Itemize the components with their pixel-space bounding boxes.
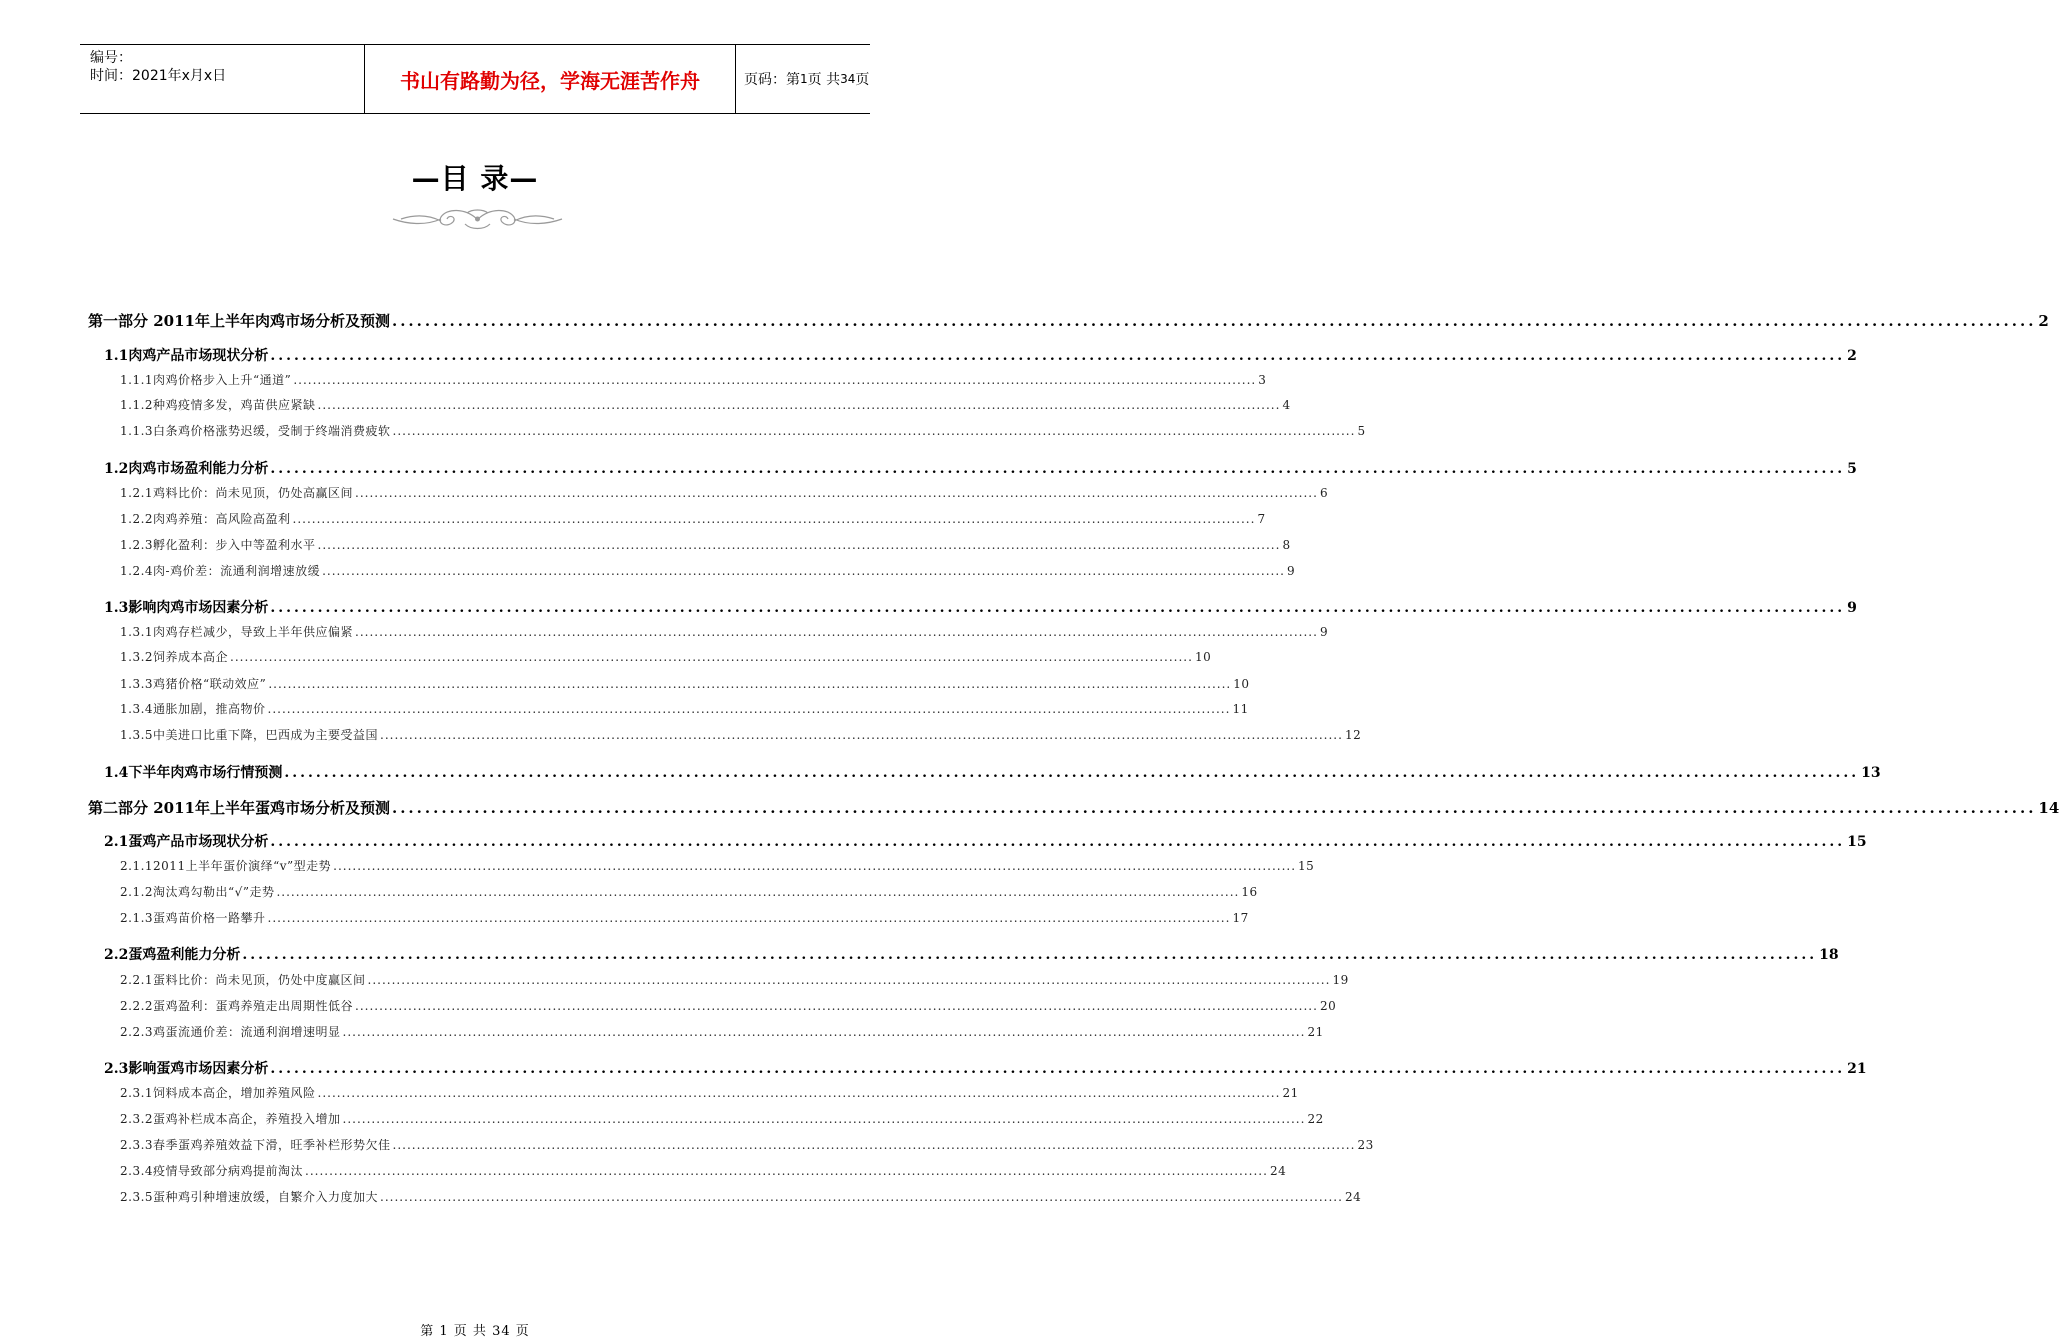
- toc-entry[interactable]: [104, 944, 1839, 964]
- toc-entry-page: 16: [1241, 885, 1258, 899]
- toc-leader-dots: ........................................................................................................................................................................................................: [270, 461, 1846, 477]
- toc-leader-dots: ........................................................................................................................................................................................................: [270, 600, 1846, 616]
- toc-entry-title: 第二部分 2011年上半年蛋鸡市场分析及预测: [88, 799, 390, 817]
- toc-leader-dots: ........................................................................................................................................................................................................: [292, 512, 1256, 526]
- toc-leader-dots: ........................................................................................................................................................................................................: [267, 911, 1231, 925]
- toc-entry-title: 2.1蛋鸡产品市场现状分析: [104, 834, 269, 850]
- toc-entry-title: 1.1.2种鸡疫情多发，鸡苗供应紧缺: [120, 398, 316, 412]
- toc-entry[interactable]: [88, 310, 2049, 332]
- toc-leader-dots: ........................................................................................................................................................................................................: [270, 348, 1846, 364]
- toc-entry-page: 15: [1298, 859, 1315, 873]
- toc-entry-title: 2.3.3春季蛋鸡养殖效益下滑，旺季补栏形势欠佳: [120, 1138, 391, 1152]
- toc-entry-page: 3: [1258, 373, 1267, 387]
- toc-leader-dots: ........................................................................................................................................................................................................: [305, 1164, 1268, 1178]
- toc-entry-title: 1.1.3白条鸡价格涨势迟缓，受制于终端消费疲软: [120, 424, 391, 438]
- toc-entry[interactable]: [120, 536, 1291, 554]
- toc-entry-title: 1.3.5中美进口比重下降，巴西成为主要受益国: [120, 728, 379, 742]
- toc-entry-title: 1.3影响肉鸡市场因素分析: [104, 600, 269, 616]
- toc-entry-title: 1.2.3孵化盈利：步入中等盈利水平: [120, 538, 316, 552]
- toc-entry-page: 19: [1332, 973, 1349, 987]
- motto: 书山有路勤为径，学海无涯苦作舟: [364, 45, 736, 113]
- toc-entry-title: 1.2.1鸡料比价：尚未见顶，仍处高赢区间: [120, 486, 354, 500]
- toc-entry-page: 4: [1282, 398, 1291, 412]
- toc-entry[interactable]: [104, 458, 1857, 478]
- page-suffix: 页: [855, 72, 870, 88]
- toc-leader-dots: ........................................................................................................................................................................................................: [333, 859, 1297, 873]
- toc-entry-page: 6: [1319, 486, 1329, 500]
- toc-entry[interactable]: [120, 1023, 1324, 1041]
- toc-leader-dots: ........................................................................................................................................................................................................: [317, 538, 1281, 552]
- toc-entry-title: 2.3.4疫情导致部分病鸡提前淘汰: [120, 1164, 304, 1178]
- time-label: 时间：2021年x月x日: [90, 68, 227, 84]
- toc-entry[interactable]: [120, 371, 1267, 389]
- toc-leader-dots: ........................................................................................................................................................................................................: [322, 564, 1285, 578]
- toc-entry-title: 1.3.1肉鸡存栏减少，导致上半年供应偏紧: [120, 625, 354, 639]
- page-total: 34: [840, 72, 856, 86]
- toc-entry-page: 17: [1232, 911, 1249, 925]
- toc-entry-title: 2.1.12011上半年蛋价演绎“v”型走势: [120, 859, 332, 873]
- footer-suffix: 页: [515, 1324, 530, 1339]
- toc-entry[interactable]: [120, 883, 1258, 901]
- toc-entry-title: 1.1肉鸡产品市场现状分析: [104, 348, 269, 364]
- toc-leader-dots: ........................................................................................................................................................................................................: [270, 834, 1846, 850]
- toc-entry-title: 2.2.2蛋鸡盈利：蛋鸡养殖走出周期性低谷: [120, 999, 354, 1013]
- toc-entry-page: 9: [1319, 625, 1329, 639]
- toc-leader-dots: ........................................................................................................................................................................................................: [284, 765, 1860, 781]
- toc-entry[interactable]: [104, 831, 1867, 851]
- toc-leader-dots: ........................................................................................................................................................................................................: [392, 424, 1356, 438]
- toc-leader-dots: ........................................................................................................................................................................................................: [380, 728, 1343, 742]
- toc-leader-dots: ........................................................................................................................................................................................................: [342, 1112, 1306, 1126]
- toc-entry[interactable]: [120, 623, 1329, 641]
- toc-entry[interactable]: [120, 1110, 1324, 1128]
- toc-entry-title: 1.3.4通胀加剧，推高物价: [120, 702, 266, 716]
- toc-entry-title: 2.2.3鸡蛋流通价差：流通利润增速明显: [120, 1025, 341, 1039]
- page-footer: [0, 1320, 950, 1339]
- toc-entry[interactable]: [120, 700, 1249, 718]
- toc-entry-title: 1.1.1肉鸡价格步入上升“通道”: [120, 373, 292, 387]
- number-label: 编号：: [90, 50, 132, 66]
- toc-entry-page: 9: [1286, 564, 1296, 578]
- toc-entry-title: 2.3影响蛋鸡市场因素分析: [104, 1061, 269, 1077]
- toc-entry-title: 1.2.2肉鸡养殖：高风险高盈利: [120, 512, 291, 526]
- header-meta: [90, 49, 290, 85]
- toc-entry[interactable]: [120, 1136, 1374, 1154]
- page-current: 1: [800, 72, 808, 86]
- toc-leader-dots: ........................................................................................................................................................................................................: [268, 677, 1232, 691]
- toc-leader-dots: ........................................................................................................................................................................................................: [392, 1138, 1356, 1152]
- toc-entry-title: 第一部分 2011年上半年肉鸡市场分析及预测: [88, 312, 390, 330]
- footer-prefix: 第: [420, 1324, 435, 1339]
- toc-entry[interactable]: [120, 726, 1362, 744]
- toc-entry[interactable]: [120, 510, 1266, 528]
- toc-entry-title: 2.1.2淘汰鸡勾勒出“√”走势: [120, 885, 275, 899]
- toc-entry-title: 2.3.5蛋种鸡引种增速放缓，自繁介入力度加大: [120, 1190, 379, 1204]
- toc-entry-page: 24: [1344, 1190, 1362, 1204]
- toc-leader-dots: ........................................................................................................................................................................................................: [380, 1190, 1343, 1204]
- toc-leader-dots: ........................................................................................................................................................................................................: [317, 398, 1281, 412]
- footer-mid: 页 共: [453, 1324, 487, 1339]
- toc-entry-title: 2.2蛋鸡盈利能力分析: [104, 947, 241, 963]
- toc-entry-page: 2: [1847, 348, 1857, 364]
- toc-entry-page: 22: [1307, 1112, 1324, 1126]
- page-mid: 页 共: [807, 72, 841, 88]
- toc-entry-page: 5: [1357, 424, 1366, 438]
- page-header: [80, 44, 870, 114]
- toc-entry[interactable]: [120, 997, 1337, 1015]
- toc-entry[interactable]: [120, 675, 1250, 693]
- toc-entry-title: 2.3.1饲料成本高企，增加养殖风险: [120, 1086, 316, 1100]
- toc-entry-title: 2.3.2蛋鸡补栏成本高企，养殖投入增加: [120, 1112, 341, 1126]
- toc-entry[interactable]: [120, 909, 1249, 927]
- toc-entry-page: 21: [1847, 1061, 1867, 1077]
- toc-entry-page: 23: [1357, 1138, 1374, 1152]
- toc-entry-page: 18: [1819, 947, 1839, 963]
- toc-leader-dots: ........................................................................................................................................................................................................: [355, 999, 1318, 1013]
- toc-entry-page: 15: [1847, 834, 1867, 850]
- footer-total: 34: [492, 1324, 511, 1339]
- toc-entry-page: 12: [1344, 728, 1362, 742]
- toc-entry-page: 21: [1307, 1025, 1324, 1039]
- toc-entry[interactable]: [120, 971, 1349, 989]
- toc-entry-page: 10: [1233, 677, 1250, 691]
- page-title: —目 录—: [411, 162, 539, 195]
- toc-leader-dots: ........................................................................................................................................................................................................: [276, 885, 1240, 899]
- footer-current: 1: [439, 1324, 449, 1339]
- toc-entry[interactable]: [120, 1084, 1299, 1102]
- toc-entry-page: 14: [2038, 799, 2059, 817]
- ornament-divider: [385, 204, 570, 234]
- toc-entry[interactable]: [120, 396, 1291, 414]
- toc-leader-dots: ........................................................................................................................................................................................................: [230, 650, 1193, 664]
- toc-leader-dots: ........................................................................................................................................................................................................: [242, 947, 1818, 963]
- toc-entry-title: 1.2.4肉-鸡价差：流通利润增速放缓: [120, 564, 321, 578]
- toc-entry-title: 1.2肉鸡市场盈利能力分析: [104, 461, 269, 477]
- toc-entry-title: 1.3.2饲养成本高企: [120, 650, 229, 664]
- toc-entry-page: 7: [1257, 512, 1266, 526]
- toc-entry-page: 8: [1282, 538, 1291, 552]
- toc-entry-page: 21: [1282, 1086, 1299, 1100]
- toc-entry[interactable]: [120, 1188, 1362, 1206]
- toc-entry-title: 1.4下半年肉鸡市场行情预测: [104, 765, 283, 781]
- toc-entry-page: 20: [1319, 999, 1337, 1013]
- toc-leader-dots: ........................................................................................................................................................................................................: [342, 1025, 1306, 1039]
- toc-entry[interactable]: [120, 857, 1315, 875]
- toc-entry-page: 11: [1232, 702, 1249, 716]
- toc-entry[interactable]: [88, 797, 2059, 819]
- page-prefix: 页码：第: [744, 72, 800, 88]
- header-page-info: [744, 45, 870, 113]
- toc-entry-page: 9: [1847, 600, 1857, 616]
- toc-entry-title: 2.2.1蛋料比价：尚未见顶，仍处中度赢区间: [120, 973, 366, 987]
- toc-leader-dots: ........................................................................................................................................................................................................: [355, 486, 1318, 500]
- toc-entry[interactable]: [120, 484, 1329, 502]
- toc-leader-dots: ........................................................................................................................................................................................................: [267, 702, 1231, 716]
- toc-leader-dots: ........................................................................................................................................................................................................: [293, 373, 1257, 387]
- toc-entry-page: 2: [2038, 312, 2049, 330]
- toc-entry[interactable]: [120, 562, 1296, 580]
- toc-leader-dots: ........................................................................................................................................................................................................: [367, 973, 1331, 987]
- toc-entry-title: 2.1.3蛋鸡苗价格一路攀升: [120, 911, 266, 925]
- toc-leader-dots: ........................................................................................................................................................................................................: [391, 312, 2037, 330]
- toc-entry[interactable]: [120, 1162, 1287, 1180]
- toc-entry[interactable]: [120, 648, 1212, 666]
- toc-leader-dots: ........................................................................................................................................................................................................: [355, 625, 1318, 639]
- toc-entry-page: 5: [1847, 461, 1857, 477]
- toc-entry-page: 24: [1269, 1164, 1287, 1178]
- toc-entry[interactable]: [104, 1058, 1867, 1078]
- toc-leader-dots: ........................................................................................................................................................................................................: [317, 1086, 1281, 1100]
- toc-entry-title: 1.3.3鸡猪价格“联动效应”: [120, 677, 267, 691]
- toc-entry[interactable]: [104, 345, 1857, 365]
- toc-entry-page: 13: [1861, 765, 1881, 781]
- toc-entry[interactable]: [104, 762, 1881, 782]
- toc-entry[interactable]: [120, 422, 1366, 440]
- toc-entry-page: 10: [1194, 650, 1212, 664]
- toc-leader-dots: ........................................................................................................................................................................................................: [391, 799, 2037, 817]
- toc-leader-dots: ........................................................................................................................................................................................................: [270, 1061, 1846, 1077]
- toc-entry[interactable]: [104, 597, 1857, 617]
